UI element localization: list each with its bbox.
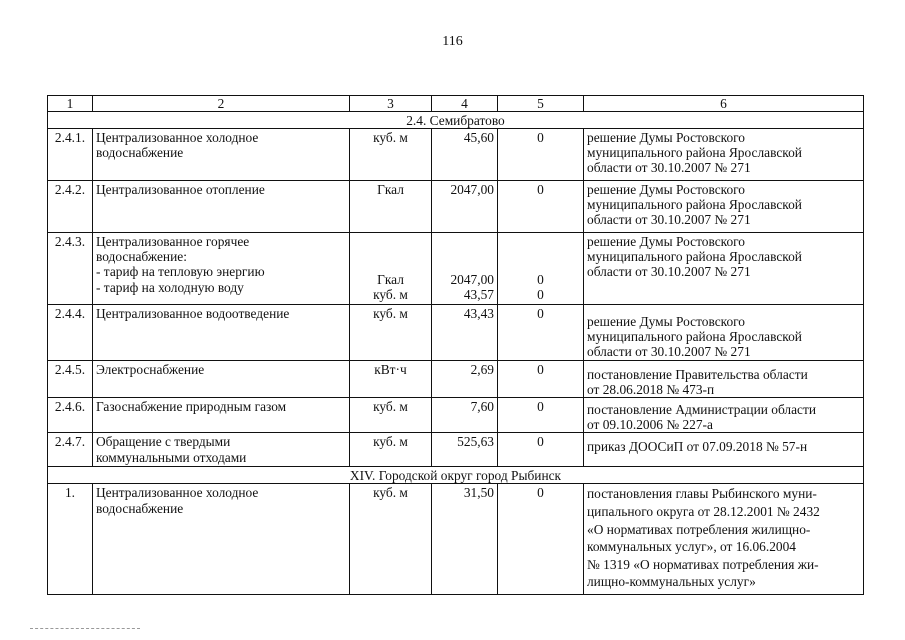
table-row (48, 433, 864, 467)
row-number: 2.4.4. (48, 305, 93, 361)
text-line: водоснабжение (96, 145, 184, 161)
service-name (93, 305, 350, 361)
column-5-value (498, 360, 584, 397)
text-line: лищно-коммунальных услуг» (587, 574, 756, 590)
norm-value (432, 360, 498, 397)
table-row (48, 181, 864, 233)
text-line: области от 30.10.2007 № 271 (587, 212, 751, 228)
norm-value (432, 181, 498, 233)
text-line: муниципального района Ярославской (587, 145, 802, 161)
text-line: 0 (537, 306, 544, 321)
norm-value (432, 305, 498, 361)
table-row (48, 398, 864, 433)
text-line: - тариф на холодную воду (96, 279, 244, 295)
legal-document (584, 360, 864, 397)
text-line: куб. м (373, 306, 408, 321)
text-line: Централизованное водоотведение (96, 306, 290, 321)
text-line: муниципального района Ярославской (587, 329, 802, 345)
text-line: 0 (537, 130, 544, 145)
legal-document (584, 433, 864, 467)
text-line: 43,43 (463, 306, 494, 321)
norm-value (432, 398, 498, 433)
text-line: 43,57 (463, 286, 494, 302)
unit (350, 433, 432, 467)
text-line: Гкал (377, 182, 404, 197)
legal-document (584, 233, 864, 305)
text-line: коммунальных услуг», от 16.06.2004 (587, 539, 797, 555)
text-line: 2,69 (470, 361, 494, 377)
legal-document (584, 398, 864, 433)
column-5-value (498, 484, 584, 595)
text-line: куб. м (373, 286, 408, 302)
text-line: Централизованное холодное (96, 485, 259, 501)
unit (350, 305, 432, 361)
text-line: 7,60 (470, 399, 494, 415)
section-title: XIV. Городской округ город Рыбинск (48, 467, 864, 484)
text-line: области от 30.10.2007 № 271 (587, 160, 751, 176)
text-line: «О нормативах потребления жилищно- (587, 521, 811, 537)
text-line: 0 (537, 271, 544, 287)
service-name (93, 398, 350, 433)
service-name (93, 433, 350, 467)
text-line: постановления главы Рыбинского муни- (587, 486, 817, 502)
text-line: постановление Администрации области (587, 402, 817, 418)
text-line: 0 (537, 286, 544, 302)
column-5-value (498, 398, 584, 433)
header-cell-6: 6 (584, 96, 864, 112)
text-line: Газоснабжение природным газом (96, 399, 287, 415)
table-row (48, 305, 864, 361)
text-line: 0 (537, 434, 544, 450)
norm-value (432, 233, 498, 305)
service-name (93, 360, 350, 397)
norm-value (432, 129, 498, 181)
unit (350, 484, 432, 595)
text-line: 0 (537, 361, 544, 377)
text-line: решение Думы Ростовского (587, 234, 746, 249)
text-line: 2047,00 (450, 271, 494, 287)
column-5-value (498, 433, 584, 467)
text-line: 0 (537, 399, 544, 415)
header-cell-2: 2 (93, 96, 350, 112)
section-row-rybinsk (48, 467, 864, 484)
text-line: Обращение с твердыми (96, 434, 231, 450)
text-line: куб. м (373, 434, 408, 450)
row-number: 2.4.6. (48, 398, 93, 433)
column-5-value (498, 181, 584, 233)
text-line: 2047,00 (450, 182, 494, 197)
header-cell-4: 4 (432, 96, 498, 112)
service-name (93, 484, 350, 595)
unit (350, 233, 432, 305)
row-number: 2.4.3. (48, 233, 93, 305)
text-line: Электроснабжение (96, 361, 205, 377)
text-line: 0 (537, 485, 544, 501)
text-line: Централизованное отопление (96, 182, 265, 197)
legal-document (584, 129, 864, 181)
norm-value (432, 484, 498, 595)
text-line: водоснабжение: (96, 249, 187, 265)
text-line: решение Думы Ростовского (587, 130, 746, 145)
text-line: ципального округа от 28.12.2001 № 2432 (587, 504, 820, 520)
text-line: водоснабжение (96, 500, 184, 516)
text-line: от 09.10.2006 № 227-а (587, 417, 713, 433)
table-header-row (48, 96, 864, 112)
text-line: - тариф на тепловую энергию (96, 264, 265, 280)
text-line: 525,63 (457, 434, 494, 450)
scan-artifact-line (30, 628, 140, 629)
text-line: от 28.06.2018 № 473-п (587, 381, 715, 397)
text-line: 31,50 (463, 485, 494, 501)
text-line: приказ ДООСиП от 07.09.2018 № 57-н (587, 439, 808, 455)
text-line: муниципального района Ярославской (587, 249, 802, 265)
header-cell-1: 1 (48, 96, 93, 112)
column-5-value (498, 129, 584, 181)
tariff-table (47, 95, 864, 595)
row-number: 2.4.5. (48, 360, 93, 397)
row-number: 1. (48, 484, 93, 595)
service-name (93, 129, 350, 181)
text-line: области от 30.10.2007 № 271 (587, 344, 751, 360)
column-5-value (498, 233, 584, 305)
norm-value (432, 433, 498, 467)
column-5-value (498, 305, 584, 361)
service-name (93, 181, 350, 233)
text-line: 0 (537, 182, 544, 197)
row-number: 2.4.7. (48, 433, 93, 467)
legal-document (584, 484, 864, 595)
section-row-semibratovo (48, 112, 864, 129)
text-line: куб. м (373, 130, 408, 145)
table-row (48, 233, 864, 305)
unit (350, 360, 432, 397)
table-row (48, 360, 864, 397)
table-row (48, 484, 864, 595)
service-name (93, 233, 350, 305)
text-line: 45,60 (463, 130, 494, 145)
text-line: решение Думы Ростовского (587, 314, 746, 329)
text-line: Гкал (377, 271, 404, 287)
text-line: коммунальными отходами (96, 449, 247, 465)
table-row (48, 129, 864, 181)
page-number: 116 (442, 34, 463, 49)
unit (350, 398, 432, 433)
legal-document (584, 181, 864, 233)
text-line: постановление Правительства области (587, 366, 808, 382)
text-line: № 1319 «О нормативах потребления жи- (587, 556, 819, 572)
unit (350, 129, 432, 181)
unit (350, 181, 432, 233)
text-line: Централизованное холодное (96, 130, 259, 145)
row-number: 2.4.1. (48, 129, 93, 181)
row-number: 2.4.2. (48, 181, 93, 233)
text-line: кВт·ч (374, 361, 407, 377)
text-line: Централизованное горячее (96, 234, 250, 249)
text-line: области от 30.10.2007 № 271 (587, 264, 751, 280)
text-line: муниципального района Ярославской (587, 197, 802, 213)
legal-document (584, 305, 864, 361)
text-line: куб. м (373, 485, 408, 501)
header-cell-5: 5 (498, 96, 584, 112)
header-cell-3: 3 (350, 96, 432, 112)
text-line: решение Думы Ростовского (587, 182, 746, 197)
text-line: куб. м (373, 399, 408, 415)
section-title: 2.4. Семибратово (48, 112, 864, 129)
